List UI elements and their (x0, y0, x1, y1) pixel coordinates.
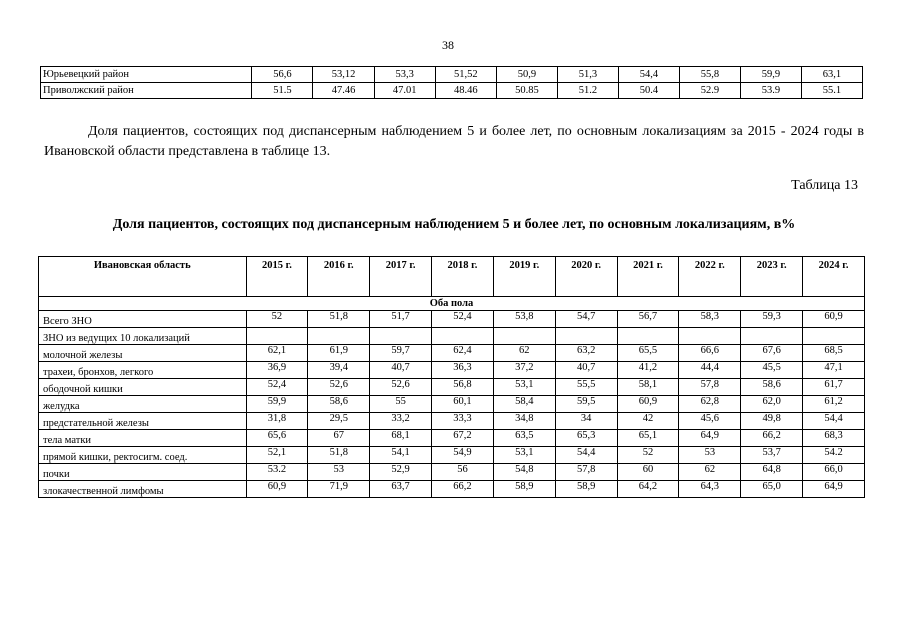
district-row (41, 67, 863, 83)
localization-label: молочной железы (39, 345, 247, 362)
header-year: 2015 г. (246, 257, 308, 297)
section-both-sexes: Оба пола (39, 297, 865, 311)
district-value: 47.01 (374, 83, 435, 99)
localization-row (39, 328, 865, 345)
table-header-row (39, 257, 865, 297)
district-value: 50,9 (496, 67, 557, 83)
localization-value: 54,1 (370, 447, 432, 464)
localization-value: 52,4 (432, 311, 494, 328)
localization-value: 71,9 (308, 481, 370, 498)
localization-value: 54,8 (493, 464, 555, 481)
localization-value: 37,2 (493, 362, 555, 379)
localization-value: 68,1 (370, 430, 432, 447)
localization-value: 29,5 (308, 413, 370, 430)
header-year: 2024 г. (803, 257, 865, 297)
localization-value: 53.2 (246, 464, 308, 481)
district-label: Приволжский район (41, 83, 252, 99)
district-value: 51.5 (252, 83, 313, 99)
localization-value: 40,7 (370, 362, 432, 379)
localization-value: 58,6 (308, 396, 370, 413)
localization-label: Всего ЗНО (39, 311, 247, 328)
localization-value: 40,7 (555, 362, 617, 379)
localization-label: желудка (39, 396, 247, 413)
district-value: 59,9 (740, 67, 801, 83)
localization-value: 64,8 (741, 464, 803, 481)
localization-value: 51,7 (370, 311, 432, 328)
localization-row (39, 464, 865, 481)
localization-value (432, 328, 494, 345)
localization-value: 63,5 (493, 430, 555, 447)
header-year: 2017 г. (370, 257, 432, 297)
localization-value: 54.2 (803, 447, 865, 464)
localization-value: 55 (370, 396, 432, 413)
localization-value: 52,1 (246, 447, 308, 464)
localization-value: 54,7 (555, 311, 617, 328)
localization-value: 60,1 (432, 396, 494, 413)
header-year: 2021 г. (617, 257, 679, 297)
localization-value: 53,8 (493, 311, 555, 328)
localization-value: 64,2 (617, 481, 679, 498)
localization-value: 54,9 (432, 447, 494, 464)
district-value: 52.9 (679, 83, 740, 99)
localization-value: 63,2 (555, 345, 617, 362)
localization-value: 61,2 (803, 396, 865, 413)
district-value: 48.46 (435, 83, 496, 99)
district-value: 51,3 (557, 67, 618, 83)
district-value: 54,4 (618, 67, 679, 83)
localization-row (39, 413, 865, 430)
localization-label: злокачественной лимфомы (39, 481, 247, 498)
localization-value: 58,9 (555, 481, 617, 498)
localization-value: 52,9 (370, 464, 432, 481)
localization-value: 56 (432, 464, 494, 481)
district-continuation-table (40, 66, 863, 99)
localization-value: 59,5 (555, 396, 617, 413)
localization-value: 60,9 (803, 311, 865, 328)
localization-row (39, 345, 865, 362)
localization-value: 54,4 (803, 413, 865, 430)
district-value: 55.1 (801, 83, 862, 99)
district-value: 53.9 (740, 83, 801, 99)
localization-value: 62 (493, 345, 555, 362)
localization-value: 62,8 (679, 396, 741, 413)
district-value: 53,3 (374, 67, 435, 83)
header-year: 2022 г. (679, 257, 741, 297)
localization-value: 53 (308, 464, 370, 481)
localization-value: 67,2 (432, 430, 494, 447)
localization-value: 31,8 (246, 413, 308, 430)
district-value: 53,12 (313, 67, 374, 83)
localization-value: 62 (679, 464, 741, 481)
localization-value (741, 328, 803, 345)
localization-value: 64,9 (803, 481, 865, 498)
table-title: Доля пациентов, состоящих под диспансерным наблюдением 5 и более лет, по основным локализациям, в% (112, 217, 796, 232)
localization-value (308, 328, 370, 345)
localization-value: 42 (617, 413, 679, 430)
localization-value: 66,0 (803, 464, 865, 481)
localization-value: 67,6 (741, 345, 803, 362)
localization-value: 66,2 (432, 481, 494, 498)
localization-value (617, 328, 679, 345)
table-caption: Таблица 13 (791, 178, 858, 193)
district-value: 56,6 (252, 67, 313, 83)
localization-value: 41,2 (617, 362, 679, 379)
localization-row (39, 447, 865, 464)
localization-value: 52,4 (246, 379, 308, 396)
localization-value: 44,4 (679, 362, 741, 379)
header-year: 2016 г. (308, 257, 370, 297)
localization-value: 68,5 (803, 345, 865, 362)
localization-value: 58,4 (493, 396, 555, 413)
localization-value: 62,4 (432, 345, 494, 362)
localization-value: 36,9 (246, 362, 308, 379)
localization-value: 62,1 (246, 345, 308, 362)
page-number: 38 (442, 38, 454, 52)
localization-label: прямой кишки, ректосигм. соед. (39, 447, 247, 464)
localization-label: трахеи, бронхов, легкого (39, 362, 247, 379)
header-year: 2019 г. (493, 257, 555, 297)
localization-value: 52,6 (370, 379, 432, 396)
district-value: 51,52 (435, 67, 496, 83)
localization-value: 45,5 (741, 362, 803, 379)
localization-value: 64,3 (679, 481, 741, 498)
localization-share-table (38, 256, 865, 498)
localization-value: 59,3 (741, 311, 803, 328)
localization-row (39, 362, 865, 379)
localization-value (493, 328, 555, 345)
localization-value: 64,9 (679, 430, 741, 447)
district-row (41, 83, 863, 99)
localization-value: 47,1 (803, 362, 865, 379)
localization-value: 57,8 (555, 464, 617, 481)
localization-value: 33,3 (432, 413, 494, 430)
localization-value: 63,7 (370, 481, 432, 498)
localization-value: 51,8 (308, 447, 370, 464)
localization-value: 56,7 (617, 311, 679, 328)
localization-value: 52,6 (308, 379, 370, 396)
localization-value: 52 (617, 447, 679, 464)
localization-value: 57,8 (679, 379, 741, 396)
localization-value: 52 (246, 311, 308, 328)
localization-value: 55,5 (555, 379, 617, 396)
localization-value: 56,8 (432, 379, 494, 396)
localization-value: 66,2 (741, 430, 803, 447)
localization-row (39, 311, 865, 328)
localization-row (39, 430, 865, 447)
localization-value: 58,1 (617, 379, 679, 396)
localization-label: ободочной кишки (39, 379, 247, 396)
localization-value: 53,1 (493, 447, 555, 464)
localization-value: 65,1 (617, 430, 679, 447)
localization-value: 68,3 (803, 430, 865, 447)
localization-value: 33,2 (370, 413, 432, 430)
header-year: 2020 г. (555, 257, 617, 297)
district-value: 50.4 (618, 83, 679, 99)
localization-value: 59,9 (246, 396, 308, 413)
localization-label: почки (39, 464, 247, 481)
localization-value: 34 (555, 413, 617, 430)
district-value: 63,1 (801, 67, 862, 83)
district-value: 47.46 (313, 83, 374, 99)
localization-row (39, 396, 865, 413)
localization-value: 34,8 (493, 413, 555, 430)
localization-value: 61,7 (803, 379, 865, 396)
localization-value (803, 328, 865, 345)
localization-value: 67 (308, 430, 370, 447)
localization-value: 45,6 (679, 413, 741, 430)
localization-value: 49,8 (741, 413, 803, 430)
localization-label: ЗНО из ведущих 10 локализаций (39, 328, 247, 345)
localization-row (39, 379, 865, 396)
localization-value: 60 (617, 464, 679, 481)
localization-value (370, 328, 432, 345)
localization-value: 53,7 (741, 447, 803, 464)
localization-value: 60,9 (617, 396, 679, 413)
localization-value: 60,9 (246, 481, 308, 498)
localization-value: 58,6 (741, 379, 803, 396)
localization-row (39, 481, 865, 498)
district-label: Юрьевецкий район (41, 67, 252, 83)
localization-value: 65,5 (617, 345, 679, 362)
district-value: 50.85 (496, 83, 557, 99)
localization-value: 36,3 (432, 362, 494, 379)
localization-value (679, 328, 741, 345)
localization-value: 58,9 (493, 481, 555, 498)
localization-value: 51,8 (308, 311, 370, 328)
localization-value: 65,0 (741, 481, 803, 498)
localization-value: 65,6 (246, 430, 308, 447)
localization-label: тела матки (39, 430, 247, 447)
header-year: 2018 г. (432, 257, 494, 297)
intro-paragraph: Доля пациентов, состоящих под диспансерным наблюдением 5 и более лет, по основным локализациям за 2015 - 2024 годы в Ивановской области представлена в таблице 13. (44, 124, 864, 159)
localization-value: 53 (679, 447, 741, 464)
localization-label: предстательной железы (39, 413, 247, 430)
localization-value (555, 328, 617, 345)
district-value: 55,8 (679, 67, 740, 83)
localization-value: 54,4 (555, 447, 617, 464)
localization-value: 61,9 (308, 345, 370, 362)
localization-value: 58,3 (679, 311, 741, 328)
header-region: Ивановская область (39, 257, 247, 297)
section-row (39, 297, 865, 311)
localization-value: 39,4 (308, 362, 370, 379)
district-value: 51.2 (557, 83, 618, 99)
localization-value: 59,7 (370, 345, 432, 362)
localization-value: 66,6 (679, 345, 741, 362)
localization-value: 53,1 (493, 379, 555, 396)
localization-value: 62,0 (741, 396, 803, 413)
localization-value: 65,3 (555, 430, 617, 447)
header-year: 2023 г. (741, 257, 803, 297)
localization-value (246, 328, 308, 345)
